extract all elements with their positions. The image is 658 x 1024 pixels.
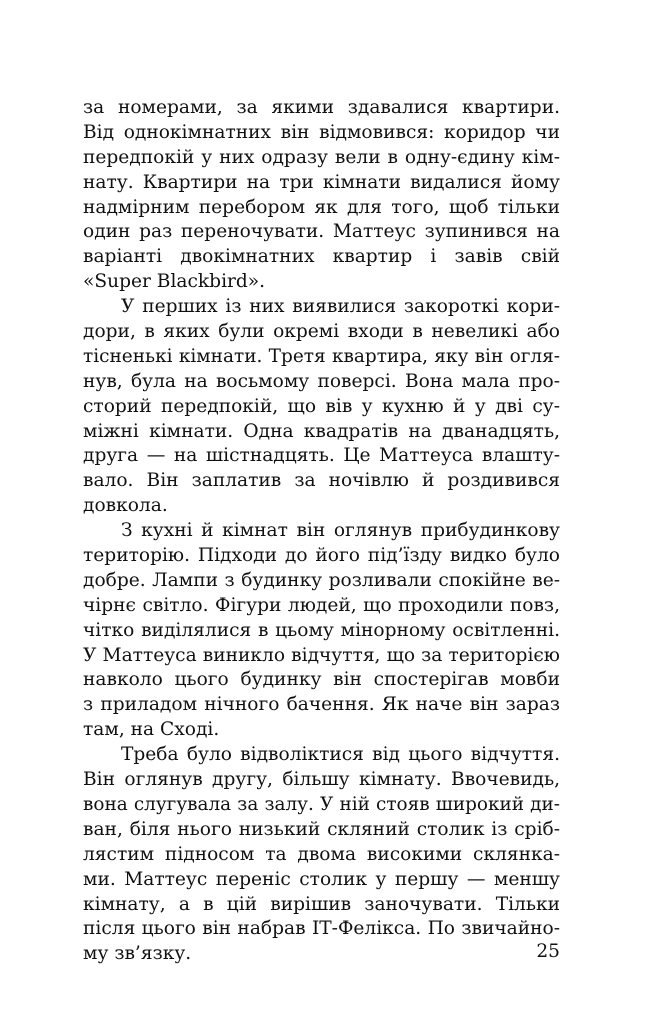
text-line: після цього він набрав ІТ-Фелікса. По звичайно- xyxy=(83,918,560,940)
text-line: З кухні й кімнат він оглянув прибудинкову xyxy=(121,520,560,542)
page-number: 25 xyxy=(536,941,560,962)
text-line: друга — на шістнадцять. Це Маттеуса влашту- xyxy=(83,445,560,467)
text-line: нув, була на восьмому поверсі. Вона мала про- xyxy=(83,370,560,392)
text-line: лястим підносом та двома високими склянка- xyxy=(83,843,560,865)
text-line: сторий передпокій, що вів у кухню й у дві су- xyxy=(83,395,560,417)
text-line: один раз переночувати. Маттеус зупинився на xyxy=(83,221,560,243)
text-line: добре. Лампи з будинку розливали спокійне ве- xyxy=(83,569,560,591)
text-line: Від однокімнатних він відмовився: коридор чи xyxy=(83,121,560,143)
text-line: тісненькі кімнати. Третя квартира, яку він огля- xyxy=(83,345,560,367)
body-text xyxy=(83,96,560,967)
text-line: там, на Сході. xyxy=(83,719,220,741)
text-line: чірнє світло. Фігури людей, що проходили повз, xyxy=(83,594,560,616)
text-line: «Super Blackbird». xyxy=(83,271,266,293)
text-line: ми. Маттеус переніс столик у першу — меншу xyxy=(83,868,560,890)
text-line: вало. Він заплатив за ночівлю й роздивився xyxy=(83,470,560,492)
text-line: варіанті двокімнатних квартир і завів свій xyxy=(83,246,560,268)
text-line: довкола. xyxy=(83,495,168,517)
text-line: міжні кімнати. Одна квадратів на дванадцять, xyxy=(83,420,560,442)
text-line: Він оглянув другу, більшу кімнату. Ввочевидь, xyxy=(83,769,560,791)
text-line: чітко виділялися в цьому мінорному освітленні. xyxy=(83,619,560,641)
text-line: вона слугувала за залу. У ній стояв широкий ди- xyxy=(83,793,560,815)
text-line: му зв’язку. xyxy=(83,943,192,965)
text-line: дори, в яких були окремі входи в невеликі або xyxy=(83,321,560,343)
text-line: за номерами, за якими здавалися квартири. xyxy=(83,97,560,118)
text-line: Треба було відволіктися від цього відчуття. xyxy=(121,744,560,766)
text-line: з приладом нічного бачення. Як наче він зараз xyxy=(83,694,560,716)
text-line: нату. Квартири на три кімнати видалися йому xyxy=(83,171,560,193)
text-line: У перших із них виявилися закороткі кори- xyxy=(121,296,560,318)
text-line: У Маттеуса виникло відчуття, що за територією xyxy=(83,644,560,666)
text-line: надмірним перебором як для того, щоб тільки xyxy=(83,196,560,218)
text-line: територію. Підходи до його під’їзду видко було xyxy=(83,545,560,567)
text-line: кімнату, а в цій вирішив заночувати. Тільки xyxy=(83,893,560,915)
text-line: навколо цього будинку він спостерігав мовби xyxy=(83,669,560,691)
text-line: передпокій у них одразу вели в одну-єдину кім- xyxy=(83,146,560,168)
text-line: ван, біля нього низький скляний столик із сріб- xyxy=(83,818,560,840)
